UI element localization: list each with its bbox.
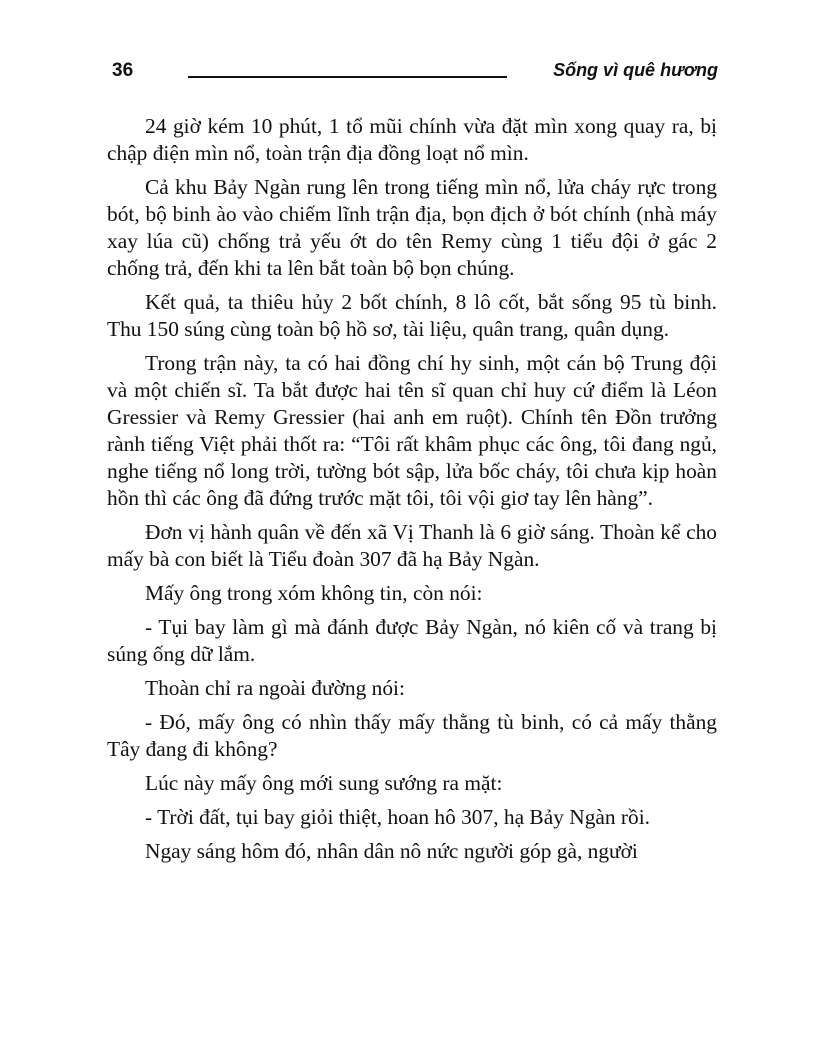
running-title: Sống vì quê hương <box>553 60 718 80</box>
dialogue-line: - Tụi bay làm gì mà đánh được Bảy Ngàn, nó kiên cố và trang bị súng ống dữ lắm. <box>107 615 717 666</box>
page-number: 36 <box>112 60 134 81</box>
paragraph: Lúc này mấy ông mới sung sướng ra mặt: <box>145 771 503 795</box>
paragraph: Trong trận này, ta có hai đồng chí hy sinh, một cán bộ Trung đội và một chiến sĩ. Ta bắt được hai tên sĩ quan chỉ huy cứ điểm là Léon Gressier và Remy Gressier (hai anh em ruột). Chính tên Đồn trưởng rành tiếng Việt phải thốt ra: “Tôi rất khâm phục các ông, tôi đang ngủ, nghe tiếng nổ long trời, tường bót sập, lửa bốc cháy, tôi chưa kịp hoàn hồn thì các ông đã đứng trước mặt tôi, tôi vội giơ tay lên hàng”. <box>107 351 717 510</box>
dialogue-line: - Đó, mấy ông có nhìn thấy mấy thằng tù binh, có cả mấy thằng Tây đang đi không? <box>107 710 717 761</box>
paragraph: Cả khu Bảy Ngàn rung lên trong tiếng mìn nổ, lửa cháy rực trong bót, bộ binh ào vào chiếm lĩnh trận địa, bọn địch ở bót chính (nhà máy xay lúa cũ) chống trả yếu ớt do tên Remy cùng 1 tiểu đội ở gác 2 chống trả, đến khi ta lên bắt toàn bộ bọn chúng. <box>107 175 717 280</box>
paragraph: Kết quả, ta thiêu hủy 2 bốt chính, 8 lô cốt, bắt sống 95 tù binh. Thu 150 súng cùng toàn bộ hồ sơ, tài liệu, quân trang, quân dụng. <box>107 290 717 341</box>
header-rule <box>188 76 507 78</box>
paragraph: 24 giờ kém 10 phút, 1 tổ mũi chính vừa đặt mìn xong quay ra, bị chập điện mìn nổ, toàn trận địa đồng loạt nổ mìn. <box>107 114 717 165</box>
paragraph: Ngay sáng hôm đó, nhân dân nô nức người góp gà, người <box>145 839 638 863</box>
paragraph: Đơn vị hành quân về đến xã Vị Thanh là 6 giờ sáng. Thoàn kể cho mấy bà con biết là Tiểu đoàn 307 đã hạ Bảy Ngàn. <box>107 520 717 571</box>
dialogue-line: - Trời đất, tụi bay giỏi thiệt, hoan hô 307, hạ Bảy Ngàn rồi. <box>145 805 651 829</box>
page-header <box>112 60 718 86</box>
body-text <box>107 113 717 865</box>
paragraph: Mấy ông trong xóm không tin, còn nói: <box>145 581 483 605</box>
paragraph: Thoàn chỉ ra ngoài đường nói: <box>145 676 405 700</box>
